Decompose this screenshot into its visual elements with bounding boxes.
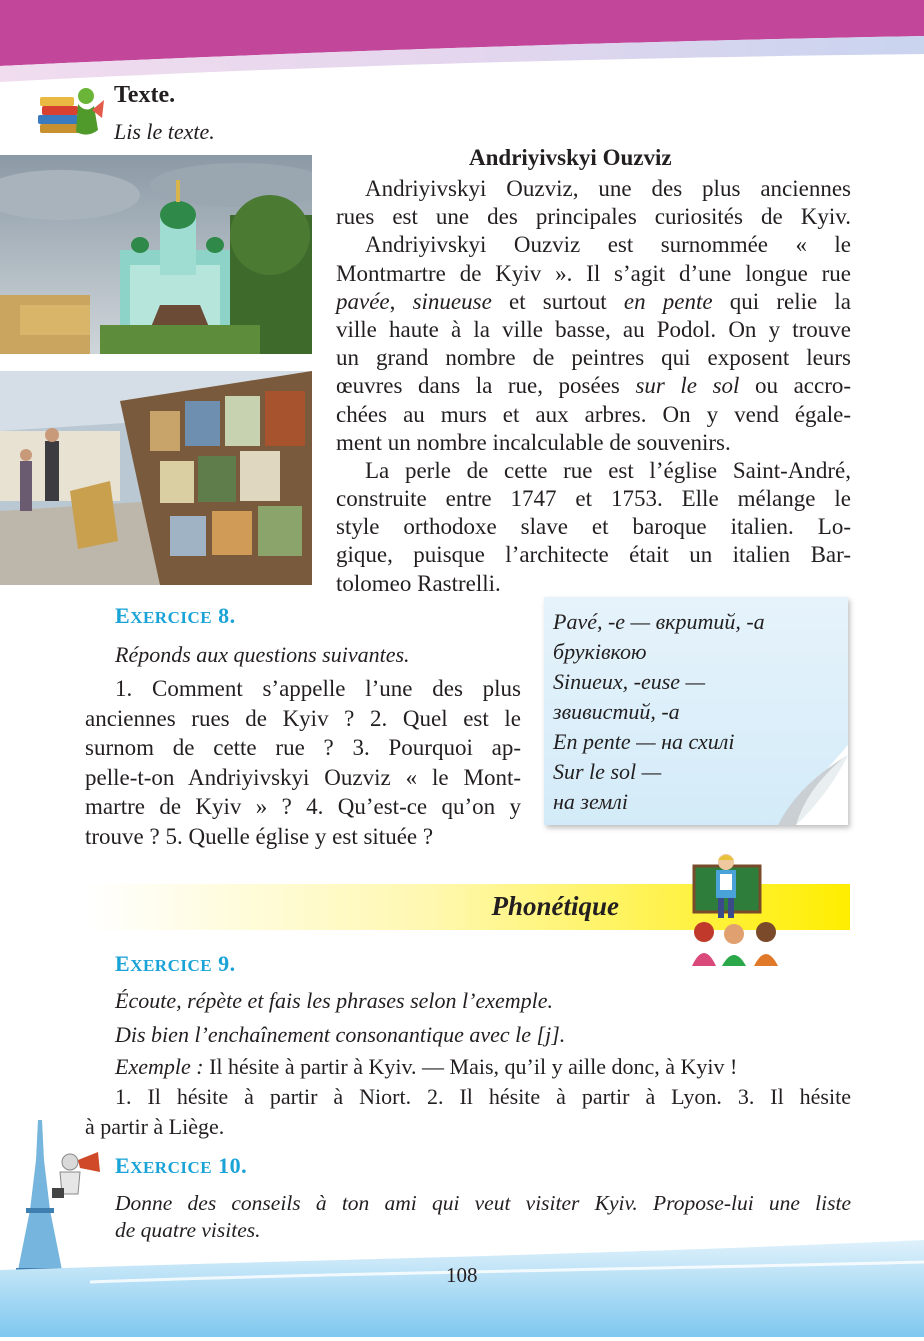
exercise-line: 1. Il hésite à partir à Niort. 2. Il hésite à partir à Lyon. 3. Il hésite (115, 1084, 851, 1109)
classroom-illustration-icon (686, 848, 786, 966)
glossary-line: En pente — на схилі (553, 729, 735, 754)
term-sinueuse: sinueuse (412, 288, 492, 314)
article-line: La perle de cette rue est l’église Saint-André, (365, 457, 851, 483)
article-line: chées au murs et aux arbres. On y vend égale- (336, 401, 851, 427)
glossary-line: бруківкою (553, 639, 647, 664)
reading-books-icon (36, 84, 106, 142)
exercise-10-title (115, 1153, 247, 1179)
exercise-title-rest: XERCICE (130, 1158, 213, 1177)
glossary-note (544, 597, 848, 825)
article-line: ville haute à la ville basse, au Podol. On y trouve (336, 316, 851, 342)
term-sur-le-sol: sur le sol (635, 373, 740, 399)
glossary-line: на землі (553, 789, 628, 814)
article-line: Montmartre de Kyiv ». Il s’agit d’une longue rue (336, 260, 851, 286)
exercise-8-title (115, 603, 236, 629)
article-line: construite entre 1747 et 1753. Elle mélange le (336, 486, 851, 512)
exercise-line: Donne des conseils à ton ami qui veut visiter Kyiv. Propose-lui une liste (115, 1191, 851, 1215)
question-line: martre de Kyiv » ? 4. Qu’est-ce qu’on y (85, 794, 521, 820)
article-line (336, 372, 851, 400)
page-number: 108 (446, 1263, 478, 1287)
term-pavee: pavée (336, 288, 390, 314)
photo-street-painters (0, 371, 312, 585)
exercise-title-num: 8. (212, 603, 236, 628)
exercise-title-cap: E (115, 603, 131, 628)
glossary-line: звивистий, -а (553, 699, 680, 724)
article-line: Andriyivskyi Ouzviz est surnommée « le (365, 232, 851, 258)
glossary-line: Sur le sol — (553, 759, 662, 784)
article-line: style orthodoxe slave et baroque italien. Lo- (336, 514, 851, 540)
article-title: Andriyivskyi Ouzviz (469, 145, 672, 170)
exercise-9-line-2: à partir à Liège. (85, 1114, 225, 1139)
question-line: anciennes rues de Kyiv ? 2. Quel est le (85, 705, 521, 731)
exercise-9-title (115, 951, 236, 977)
glossary-line: Pavé, -e — вкритий, -а (553, 609, 765, 634)
exercise-8-instruction: Réponds aux questions suivantes. (115, 642, 410, 667)
exercise-title-cap: E (115, 951, 131, 976)
exercise-8-questions (85, 674, 521, 852)
section-title: Texte. (114, 82, 176, 108)
exercise-title-cap: E (115, 1153, 131, 1178)
top-banner (0, 0, 924, 82)
page-curl-icon (778, 745, 848, 825)
phonetics-title: Phonétique (491, 891, 619, 921)
example-label: Exemple : (115, 1054, 204, 1079)
article-line: Andriyivskyi Ouzviz, une des plus anciennes (365, 176, 851, 201)
article-line: tolomeo Rastrelli. (336, 570, 501, 596)
term-en-pente: en pente (623, 288, 713, 314)
article-line: rues est une des principales curiosités de Kyiv. (336, 204, 851, 230)
article-fragment: œuvres dans la rue, posées (336, 373, 636, 399)
article-fragment: , (389, 288, 413, 314)
glossary-line: Sinueux, -euse — (553, 669, 706, 694)
example-text: Il hésite à partir à Kyiv. — Mais, qu’il y aille donc, à Kyiv ! (203, 1054, 738, 1079)
article-fragment: ou accro- (739, 373, 852, 399)
exercise-title-num: 9. (212, 951, 236, 976)
exercise-title-rest: XERCICE (130, 956, 213, 975)
article-line (336, 288, 851, 316)
section-instruction: Lis le texte. (114, 119, 215, 144)
exercise-line: de quatre visites. (115, 1218, 261, 1242)
exercise-9-instruction-1: Écoute, répète et fais les phrases selon l’exemple. (115, 988, 554, 1013)
exercise-9-line-1 (115, 1083, 851, 1111)
question-line: 1. Comment s’appelle l’une des plus (115, 676, 521, 701)
article-fragment: qui relie la (712, 288, 852, 314)
exercise-title-num: 10. (212, 1153, 248, 1178)
photo-saint-andrew-church (0, 155, 312, 354)
article-body (336, 175, 851, 598)
exercise-9-instruction-2: Dis bien l’enchaînement consonantique avec le [j]. (115, 1022, 566, 1047)
article-line: ment un nombre incalculable de souvenirs. (336, 429, 731, 455)
article-line: gique, puisque l’architecte était un italien Bar- (336, 542, 851, 568)
question-line: pelle-t-on Andriyivskyi Ouzviz « le Mont- (85, 764, 521, 790)
exercise-9-example (115, 1053, 737, 1081)
megaphone-man-icon (50, 1152, 106, 1204)
question-line: trouve ? 5. Quelle église y est située ? (85, 823, 434, 849)
exercise-title-rest: XERCICE (130, 608, 213, 627)
article-line: un grand nombre de peintres qui exposent leurs (336, 345, 851, 371)
question-line: surnom de cette rue ? 3. Pourquoi ap- (85, 735, 521, 761)
article-fragment: et surtout (491, 288, 624, 314)
